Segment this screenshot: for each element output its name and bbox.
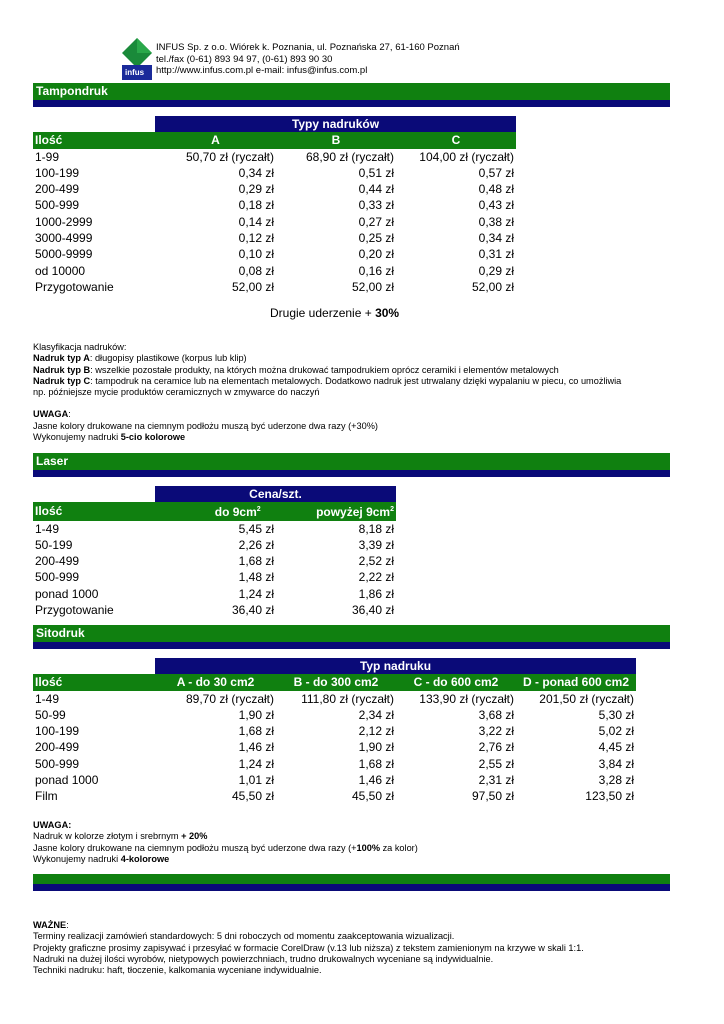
cell-price: 104,00 zł (ryczałt) xyxy=(419,149,514,164)
table-row xyxy=(33,263,516,279)
sitodruk-note-3: Wykonujemy nadruki 4-kolorowe xyxy=(33,853,170,864)
col-header-a: A - do 30 cm2 xyxy=(155,674,276,690)
cell-qty: od 10000 xyxy=(35,263,86,278)
cell-price: 45,50 zł xyxy=(231,789,274,804)
table-row xyxy=(33,756,636,772)
table-row xyxy=(33,772,636,788)
sitodruk-uwaga-title: UWAGA: xyxy=(33,820,72,830)
cell-price: 0,48 zł xyxy=(478,182,514,197)
cell-price: 1,68 zł xyxy=(238,554,274,569)
col-header-small: do $9cm^2$ xyxy=(155,502,276,520)
cell-price: 3,22 zł xyxy=(478,724,514,739)
table-row xyxy=(33,149,516,165)
cell-qty: 1-49 xyxy=(35,691,60,706)
sitodruk-table xyxy=(33,658,636,805)
cell-price: 2,34 zł xyxy=(358,707,394,722)
cell-price: 0,57 zł xyxy=(478,165,514,180)
tampondruk-group-header: Typy nadruków xyxy=(155,116,516,132)
cell-price: 1,68 zł xyxy=(358,756,394,771)
cell-qty: 500-999 xyxy=(35,570,80,585)
cell-price: 0,34 zł xyxy=(478,231,514,246)
cell-price: 0,27 zł xyxy=(358,214,394,229)
col-header-qty: Ilość xyxy=(33,132,155,148)
cell-price: 2,22 zł xyxy=(358,570,394,585)
company-address: INFUS Sp. z o.o. Wiórek k. Poznania, ul. Poznańska 27, 61-160 Poznań xyxy=(156,42,460,53)
cell-price: 1,86 zł xyxy=(358,586,394,601)
wazne-line: Nadruki na dużej ilości wyrobów, nietypowych powierzchniach, trudno drukowalnych wyceniane są indywidualnie. xyxy=(33,953,494,964)
wazne-line: Techniki nadruku: haft, tłoczenie, kalkomania wyceniane indywidualnie. xyxy=(33,965,322,976)
company-logo xyxy=(122,38,152,80)
col-header-large: powyżej $9cm^2$ xyxy=(276,502,396,520)
cell-price: 50,70 zł (ryczałt) xyxy=(185,149,274,164)
cell-price: 123,50 zł xyxy=(585,789,634,804)
section-sitodruk-title: Sitodruk xyxy=(33,625,670,642)
type-a-note: Nadruk typ A: długopisy plastikowe (korpus lub klip) xyxy=(33,353,247,364)
cell-price: 1,46 zł xyxy=(358,773,394,788)
cell-price: 0,29 zł xyxy=(238,182,274,197)
cell-price: 1,01 zł xyxy=(238,773,274,788)
table-row xyxy=(33,569,396,585)
laser-group-header: Cena/szt. xyxy=(155,486,396,502)
footer-navy-bar xyxy=(33,884,670,891)
table-row xyxy=(33,707,636,723)
col-header-c: C xyxy=(396,132,516,148)
table-row xyxy=(33,279,516,295)
cell-price: 0,18 zł xyxy=(238,198,274,213)
table-row xyxy=(33,246,516,262)
wazne-title: WAŻNE: xyxy=(33,920,69,930)
cell-qty: 50-99 xyxy=(35,707,66,722)
table-row xyxy=(33,165,516,181)
cell-price: 2,12 zł xyxy=(358,724,394,739)
cell-qty: 1-99 xyxy=(35,149,60,164)
cell-price: 2,26 zł xyxy=(238,537,274,552)
cell-qty: 200-499 xyxy=(35,740,80,755)
cell-price: 5,45 zł xyxy=(238,521,274,536)
cell-qty: 200-499 xyxy=(35,554,80,569)
cell-qty: 100-199 xyxy=(35,165,80,180)
cell-qty: Przygotowanie xyxy=(35,603,114,618)
cell-price: 1,90 zł xyxy=(238,707,274,722)
cell-price: 0,10 zł xyxy=(238,247,274,262)
cell-price: 36,40 zł xyxy=(231,603,274,618)
cell-price: 0,08 zł xyxy=(238,263,274,278)
cell-price: 2,31 zł xyxy=(478,773,514,788)
table-row xyxy=(33,230,516,246)
cell-price: 0,29 zł xyxy=(478,263,514,278)
table-row xyxy=(33,723,636,739)
cell-price: 5,30 zł xyxy=(598,707,634,722)
col-header-b: B xyxy=(276,132,396,148)
uwaga-line2: Wykonujemy nadruki 5-cio kolorowe xyxy=(33,432,186,443)
cell-qty: 200-499 xyxy=(35,182,80,197)
cell-price: 2,52 zł xyxy=(358,554,394,569)
wazne-line: Terminy realizacji zamówień standardowych: 5 dni roboczych od momentu zaakceptowania wizualizacji. xyxy=(33,931,455,942)
section-divider xyxy=(33,470,670,477)
cell-price: 1,48 zł xyxy=(238,570,274,585)
col-header-b: B - do 300 cm2 xyxy=(276,674,396,690)
cell-price: 133,90 zł (ryczałt) xyxy=(419,691,514,706)
table-row xyxy=(33,691,636,707)
cell-price: 45,50 zł xyxy=(351,789,394,804)
table-row xyxy=(33,181,516,197)
sitodruk-note-2: Jasne kolory drukowane na ciemnym podłożu muszą być uderzone dwa razy (+100% za kolor) xyxy=(33,842,418,853)
laser-table xyxy=(33,486,396,618)
cell-price: 1,68 zł xyxy=(238,724,274,739)
cell-price: 1,90 zł xyxy=(358,740,394,755)
type-b-note: Nadruk typ B: wszelkie pozostałe produkty, na których można drukować tampodrukiem oprócz ceramiki i elementów metalowych xyxy=(33,364,559,375)
cell-price: 0,12 zł xyxy=(238,231,274,246)
cell-price: 0,20 zł xyxy=(358,247,394,262)
cell-qty: Film xyxy=(35,789,58,804)
col-header-c: C - do 600 cm2 xyxy=(396,674,516,690)
col-header-qty: Ilość xyxy=(33,674,155,690)
type-c-note: Nadruk typ C: tampodruk na ceramice lub na elementach metalowych. Dodatkowo nadruk jest utrwalany dzięki wypalaniu w piecu, co umożliwia xyxy=(33,375,622,386)
cell-price: 0,38 zł xyxy=(478,214,514,229)
cell-qty: 500-999 xyxy=(35,756,80,771)
cell-price: 1,24 zł xyxy=(238,756,274,771)
section-divider xyxy=(33,100,670,107)
second-hit-text: Drugie uderzenie + xyxy=(270,306,376,320)
cell-price: 89,70 zł (ryczałt) xyxy=(185,691,274,706)
cell-price: 36,40 zł xyxy=(351,603,394,618)
cell-qty: ponad 1000 xyxy=(35,586,99,601)
tampondruk-notes xyxy=(33,342,683,443)
cell-qty: 50-199 xyxy=(35,537,73,552)
cell-price: 0,44 zł xyxy=(358,182,394,197)
second-hit-value: 30% xyxy=(375,306,400,320)
wazne-notes xyxy=(33,920,703,976)
cell-qty: 5000-9999 xyxy=(35,247,93,262)
cell-qty: 1000-2999 xyxy=(35,214,93,229)
cell-price: 0,14 zł xyxy=(238,214,274,229)
cell-price: 2,76 zł xyxy=(478,740,514,755)
col-header-qty: Ilość xyxy=(33,502,155,520)
cell-price: 111,80 zł (ryczałt) xyxy=(301,691,394,706)
cell-price: 0,43 zł xyxy=(478,198,514,213)
klasyfikacja-title: Klasyfikacja nadruków: xyxy=(33,342,127,352)
cell-qty: 500-999 xyxy=(35,198,80,213)
section-divider xyxy=(33,642,670,649)
cell-price: 0,31 zł xyxy=(478,247,514,262)
table-row xyxy=(33,602,396,618)
cell-price: 3,28 zł xyxy=(598,773,634,788)
company-info xyxy=(156,42,460,77)
cell-price: 0,16 zł xyxy=(358,263,394,278)
cell-price: 0,51 zł xyxy=(358,165,394,180)
cell-qty: ponad 1000 xyxy=(35,773,99,788)
table-row xyxy=(33,537,396,553)
col-header-d: D - ponad 600 cm2 xyxy=(516,674,636,690)
cell-price: 52,00 zł xyxy=(351,279,394,294)
table-row xyxy=(33,553,396,569)
cell-price: 3,84 zł xyxy=(598,756,634,771)
cell-price: 3,39 zł xyxy=(358,537,394,552)
cell-qty: 1-49 xyxy=(35,521,60,536)
table-row xyxy=(33,788,636,804)
uwaga-line1: Jasne kolory drukowane na ciemnym podłożu muszą być uderzone dwa razy (+30%) xyxy=(33,420,378,431)
cell-price: 52,00 zł xyxy=(471,279,514,294)
cell-price: 5,02 zł xyxy=(598,724,634,739)
company-phone: tel./fax (0-61) 893 94 97, (0-61) 893 90 30 xyxy=(156,53,333,65)
type-c-note-cont: np. późniejsze mycie produktów ceramicznych w zmywarce do naczyń xyxy=(33,387,320,398)
table-row xyxy=(33,214,516,230)
wazne-line: Projekty graficzne prosimy zapisywać i przesyłać w formacie CorelDraw (v.13 lub niższa) z tekstem zamienionym na krzywe w skali 1:1. xyxy=(33,942,584,953)
cell-qty: 100-199 xyxy=(35,724,80,739)
col-header-a: A xyxy=(155,132,276,148)
section-laser-title: Laser xyxy=(33,453,670,470)
cell-price: 2,55 zł xyxy=(478,756,514,771)
table-row xyxy=(33,739,636,755)
cell-price: 52,00 zł xyxy=(231,279,274,294)
cell-price: 68,90 zł (ryczałt) xyxy=(305,149,394,164)
sitodruk-note-1: Nadruk w kolorze złotym i srebrnym + 20% xyxy=(33,831,208,842)
sitodruk-notes xyxy=(33,820,683,865)
company-web: http://www.infus.com.pl e-mail: infus@infus.com.pl xyxy=(156,65,368,76)
table-row xyxy=(33,197,516,213)
cell-qty: 3000-4999 xyxy=(35,231,93,246)
cell-price: 0,25 zł xyxy=(358,231,394,246)
second-hit-note xyxy=(270,306,399,320)
cell-qty: Przygotowanie xyxy=(35,279,114,294)
tampondruk-table xyxy=(33,116,516,295)
sitodruk-group-header: Typ nadruku xyxy=(155,658,636,674)
cell-price: 1,46 zł xyxy=(238,740,274,755)
section-tampondruk-title: Tampondruk xyxy=(33,83,670,100)
table-row xyxy=(33,521,396,537)
cell-price: 201,50 zł (ryczałt) xyxy=(539,691,634,706)
cell-price: 3,68 zł xyxy=(478,707,514,722)
cell-price: 97,50 zł xyxy=(471,789,514,804)
cell-price: 8,18 zł xyxy=(358,521,394,536)
cell-price: 0,33 zł xyxy=(358,198,394,213)
table-row xyxy=(33,586,396,602)
cell-price: 1,24 zł xyxy=(238,586,274,601)
uwaga-title: UWAGA: xyxy=(33,409,71,420)
cell-price: 0,34 zł xyxy=(238,165,274,180)
cell-price: 4,45 zł xyxy=(598,740,634,755)
logo-text: infus xyxy=(125,68,145,77)
